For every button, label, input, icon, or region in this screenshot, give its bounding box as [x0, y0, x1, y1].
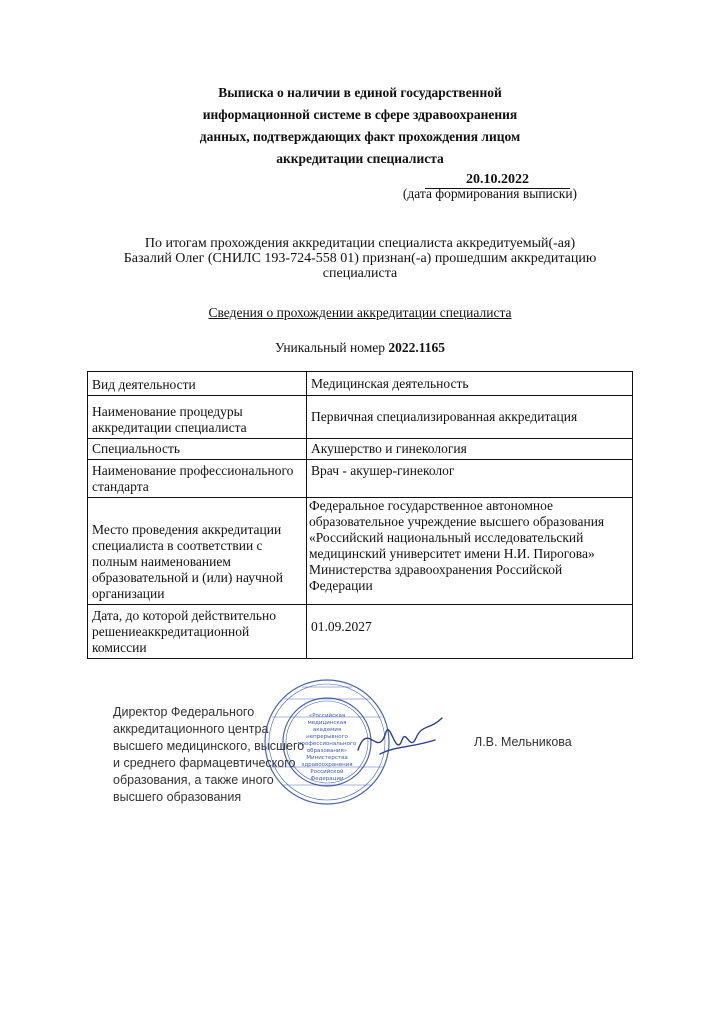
row-value: Врач - акушер-гинеколог — [307, 460, 633, 498]
unique-number-value: 2022.1165 — [388, 340, 446, 355]
position-line: и среднего фармацевтического — [113, 756, 296, 770]
row-key: Специальность — [88, 439, 307, 460]
signatory-name: Л.В. Мельникова — [474, 735, 572, 749]
row-value: Медицинская деятельность — [307, 372, 633, 396]
table-row — [88, 439, 633, 460]
row-value: Акушерство и гинекология — [307, 439, 633, 460]
table-row — [88, 460, 633, 498]
position-line: Директор Федерального — [113, 705, 255, 719]
unique-number — [180, 340, 540, 356]
position-line: аккредитационного центра — [113, 722, 269, 736]
accreditation-table — [87, 371, 633, 659]
title-line: аккредитации специалиста — [276, 151, 444, 166]
stamp-text: медицинская — [307, 720, 347, 726]
title-line: информационной системе в сфере здравоохранения — [202, 107, 518, 122]
formation-date-caption: (дата формирования выписки) — [402, 186, 578, 201]
table-row — [88, 605, 633, 659]
row-key: Наименование профессионального стандарта — [88, 460, 307, 498]
stamp-text: академия — [312, 727, 342, 733]
row-key: Вид деятельности — [88, 372, 307, 396]
stamp-text: профессионального — [297, 741, 357, 747]
stamp-text: «Российская — [308, 713, 346, 719]
row-value: Первичная специализированная аккредитация — [307, 396, 633, 439]
row-key: Дата, до которой действительно решениеаккредитационной комиссии — [88, 605, 307, 659]
document-title — [150, 82, 570, 170]
stamp-text: непрерывного — [306, 734, 348, 740]
row-key: Наименование процедуры аккредитации специалиста — [88, 396, 307, 439]
table-row — [88, 372, 633, 396]
accreditation-statement — [95, 236, 625, 281]
row-value: 01.09.2027 — [307, 605, 633, 659]
row-value: Федеральное государственное автономное образовательное учреждение высшего образования «Российский национальный исследовательский медицинский университет имени Н.И. Пирогова» Министерства здравоохранения Российской Федерации — [307, 498, 633, 605]
statement-line: По итогам прохождения аккредитации специалиста аккредитуемый(-ая) — [144, 236, 576, 251]
stamp-text: здравоохранения — [301, 762, 353, 768]
row-key: Место проведения аккредитации специалиста в соответствии с полным наименованием образовательной и (или) научной организации — [88, 498, 307, 605]
position-line: образования, а также иного — [113, 773, 274, 787]
stamp-text: Российской — [310, 769, 344, 775]
handwritten-signature — [350, 710, 450, 770]
position-line: высшего образования — [113, 790, 242, 804]
section-title: Сведения о прохождении аккредитации специалиста — [208, 305, 512, 320]
title-line: Выписка о наличии в единой государственной — [218, 85, 502, 100]
formation-date: 20.10.2022 — [425, 172, 570, 189]
unique-number-label: Уникальный номер — [274, 340, 386, 355]
title-line: данных, подтверждающих факт прохождения лицом — [199, 129, 521, 144]
stamp-text: Федерации — [310, 776, 344, 782]
statement-line: специалиста — [322, 266, 398, 281]
table-row — [88, 396, 633, 439]
table-row — [88, 498, 633, 605]
stamp-text: Министерства — [306, 755, 348, 761]
position-line: высшего медицинского, высшего — [113, 739, 305, 753]
statement-line: Базалий Олег (СНИЛС 193-724-558 01) признан(-а) прошедшим аккредитацию — [123, 251, 597, 266]
stamp-text: образования» — [306, 748, 348, 754]
